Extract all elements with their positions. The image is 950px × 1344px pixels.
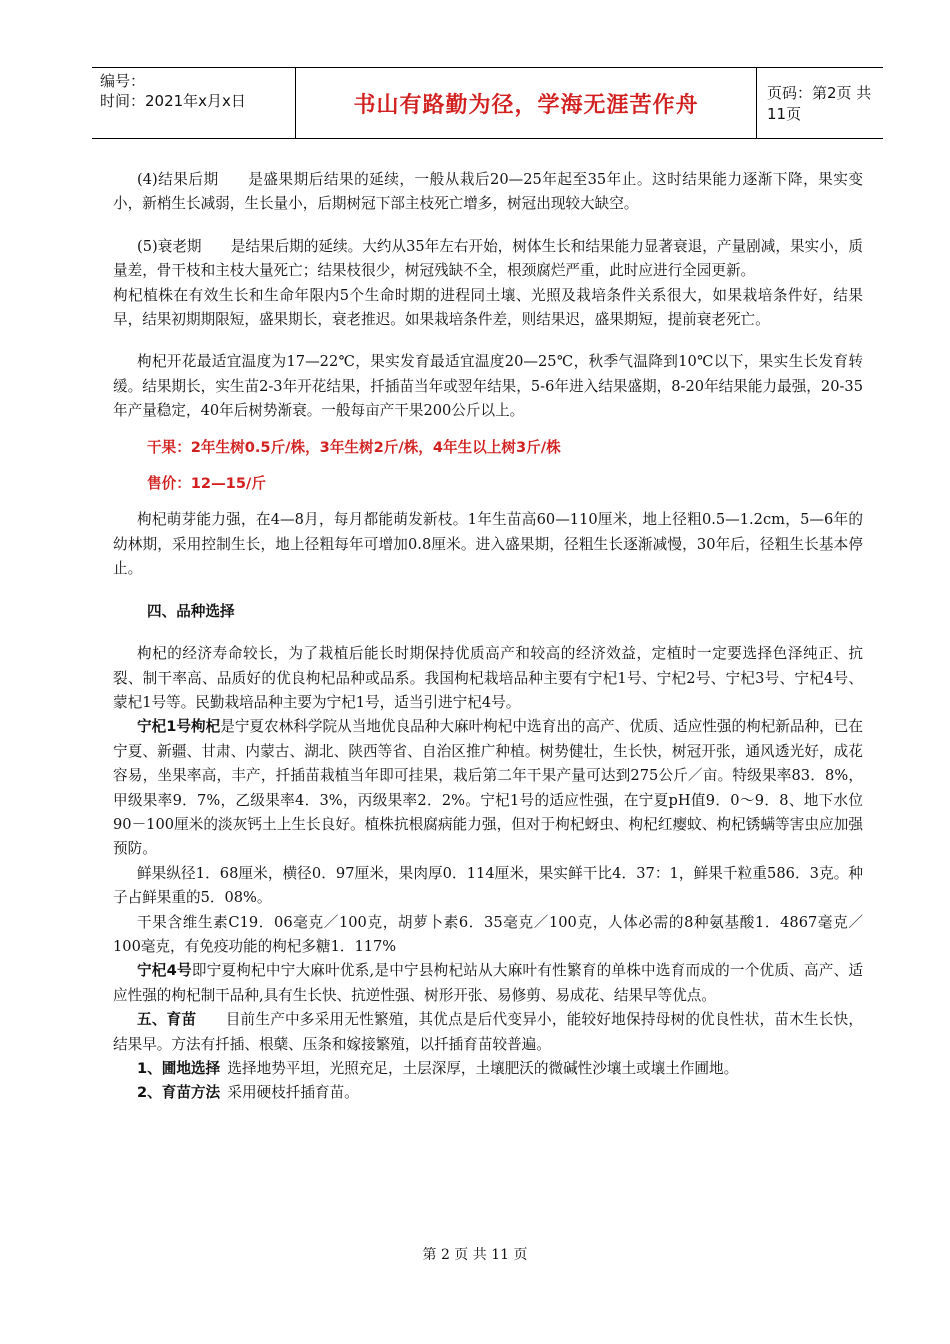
header-meta (92, 68, 295, 138)
paragraph-temperature: 枸杞开花最适宜温度为17—22℃，果实发育最适宜温度20—25℃，秋季气温降到10℃以下，果实生长发育转缓。结果期长，实生苗2-3年开花结果，扦插苗当年或翌年结果，5-6年进入结果盛期，8-20年结果能力最强，20-35年产量稳定，40年后树势渐衰。一般每亩产干果200公斤以上。 (113, 353, 863, 420)
variety-name: 宁杞4号 (137, 962, 192, 980)
stage-text: 是盛果期后结果的延续，一般从栽后20—25年起至35年止。这时结果能力逐渐下降，果实变小，新梢生长减弱，生长量小，后期树冠下部主枝死亡增多，树冠出现较大缺空。 (113, 171, 863, 213)
header-motto: 书山有路勤为径，学海无涯苦作舟 (353, 92, 699, 118)
subsection-label: 1、圃地选择 (137, 1060, 221, 1077)
stage-text: 是结果后期的延续。大约从35年左右开始，树体生长和结果能力显著衰退，产量剧减，果实小，质量差，骨干枝和主枝大量死亡；结果枝很少，树冠残缺不全，根颈腐烂严重，此时应进行全园更新。 (113, 237, 863, 280)
variety-description: 即宁夏枸杞中宁大麻叶优系,是中宁县枸杞站从大麻叶有性繁育的单株中选育而成的一个优质、高产、适应性强的枸杞制干品种,具有生长快、抗逆性强、树形开张、易修剪、易成花、结果早等优点。 (113, 962, 863, 1004)
subsection-text: 采用硬枝扦插育苗。 (227, 1084, 359, 1102)
paragraph-ningqi4 (113, 959, 863, 1008)
page-header (92, 67, 883, 139)
page-footer: 第 2 页 共 11 页 (422, 1247, 528, 1263)
document-number: 编号： (100, 72, 146, 90)
stage-label: (4)结果后期 (137, 171, 219, 188)
subsection-text: 选择地势平坦，光照充足，土层深厚，土壤肥沃的微碱性沙壤土或壤土作圃地。 (227, 1060, 739, 1077)
paragraph-nursery-site (113, 1057, 863, 1081)
variety-description: 是宁夏农林科学院从当地优良品种大麻叶枸杞中选育出的高产、优质、适应性强的枸杞新品种，已在宁夏、新疆、甘肃、内蒙古、湖北、陕西等省、自治区推广种植。树势健壮，生长快，树冠开张，通风透光好，成花容易，坐果率高，丰产，扦插苗栽植当年即可挂果，栽后第二年干果产量可达到275公斤／亩。特级果率83．8%，甲级果率9．7%，乙级果率4．3%，丙级果率2．2%。宁杞1号的适应性强，在宁夏pH值9．0～9．8、地下水位90－100厘米的淡灰钙土上生长良好。植株抗根腐病能力强，但对于枸杞蚜虫、枸杞红瘿蚊、枸杞锈螨等害虫应加强预防。 (113, 718, 863, 858)
paragraph-ningqi1 (113, 715, 863, 861)
document-time: 时间：2021年x月x日 (100, 92, 246, 110)
variety-name: 宁杞1号枸杞 (137, 718, 221, 736)
paragraph-seedling (113, 1008, 863, 1057)
paragraph-life-stages: 枸杞植株在有效生长和生命年限内5个生命时期的进程同土壤、光照及栽培条件关系很大，如果栽培条件好，结果早，结果初期期限短，盛果期长，衰老推迟。如果栽培条件差，则结果迟，盛果期短，提前衰老死亡。 (113, 286, 863, 329)
paragraph-nursery-method (113, 1081, 863, 1105)
paragraph-fresh-fruit: 鲜果纵径1．68厘米，横径0．97厘米，果肉厚0．114厘米，果实鲜干比4．37：1，鲜果千粒重586．3克。种子占鲜果重的5．08%。 (113, 864, 863, 907)
section-text: 目前生产中多采用无性繁殖，其优点是后代变异小，能较好地保持母树的优良性状，苗木生长快，结果早。方法有扦插、根蘖、压条和嫁接繁殖，以扦插育苗较普遍。 (113, 1011, 863, 1053)
header-motto-cell (295, 68, 757, 138)
header-page-info: 页码：第2页 共11页 (767, 84, 872, 123)
subsection-label: 2、育苗方法 (137, 1084, 221, 1102)
paragraph-sprouting: 枸杞萌芽能力强，在4—8月，每月都能萌发新枝。1年生苗高60—110厘米，地上径粗0.5—1.2cm，5—6年的幼林期，采用控制生长，地上径粗每年可增加0.8厘米。进入盛果期，径粗生长逐渐减慢，30年后，径粗生长基本停止。 (113, 511, 863, 578)
paragraph-variety-intro: 枸杞的经济寿命较长，为了栽植后能长时期保持优质高产和较高的经济效益，定植时一定要选择色泽纯正、抗裂、制干率高、品质好的优良枸杞品种或品系。我国枸杞栽培品种主要有宁杞1号、宁杞2号、宁杞3号、宁杞4号、蒙杞1号等。民勤栽培品种主要为宁杞1号，适当引进宁杞4号。 (113, 645, 863, 711)
section-title-seedling: 五、育苗 (137, 1011, 197, 1029)
stage-label: (5)衰老期 (137, 237, 202, 255)
dry-fruit-yield: 干果：2年生树0.5斤/株，3年生树2斤/株，4年生以上树3斤/株 (147, 438, 561, 456)
sale-price: 售价：12—15/斤 (147, 475, 266, 493)
paragraph-dry-fruit-nutrition: 干果含维生素C19．06毫克／100克，胡萝卜素6．35毫克／100克，人体必需的8种氨基酸1．4867毫克／100毫克，有免疫功能的枸杞多糖1．117% (113, 913, 863, 955)
section-title-variety: 四、品种选择 (147, 602, 235, 620)
document-body (113, 168, 863, 1106)
paragraph-senescence (113, 235, 863, 284)
paragraph-late-fruiting (113, 168, 863, 217)
